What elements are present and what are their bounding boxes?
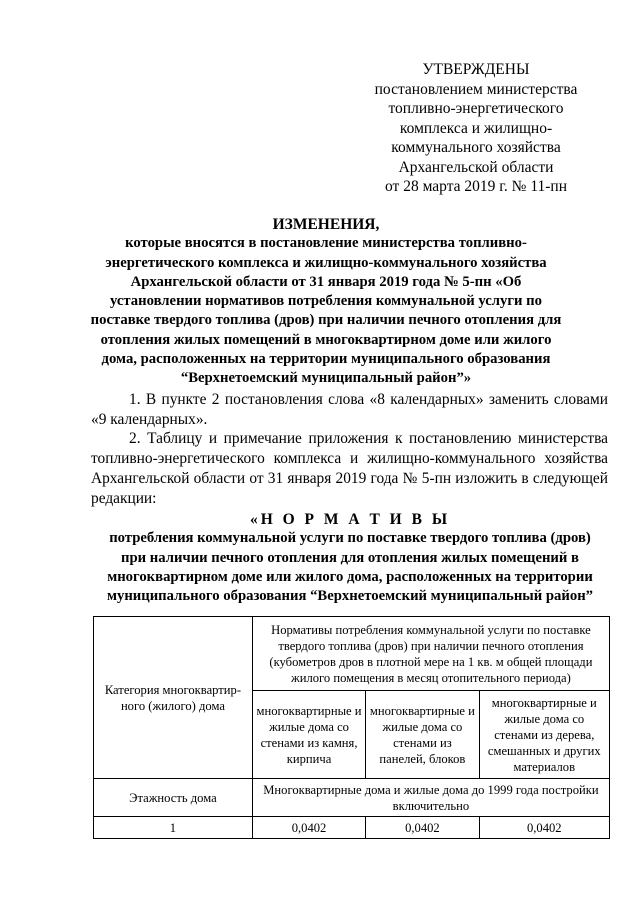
approval-line: УТВЕРЖДЕНЫ xyxy=(422,61,530,78)
norm-value: 0,0402 xyxy=(366,817,479,839)
changes-title-block xyxy=(90,215,562,389)
wall-type-panel: многоквартирные и жилые дома со стенами из панелей, блоков xyxy=(366,691,479,779)
approval-line: комплекса и жилищно- xyxy=(399,119,553,137)
norms-title-block xyxy=(95,510,605,606)
approval-line: постановлением министерства xyxy=(374,80,578,98)
approval-line: от 28 марта 2019 г. № 11-пн xyxy=(385,178,567,195)
paragraph-1: 1. В пункте 2 постановления слова «8 календарных» заменить словами «9 календарных». xyxy=(91,391,608,428)
approval-line: коммунального хозяйства xyxy=(391,139,561,156)
floors-label: Этажность дома xyxy=(94,779,253,817)
norms-heading: «Н О Р М А Т И В Ы xyxy=(249,511,451,528)
paragraph-2: 2. Таблицу и примечание приложения к постановлению министерства топливно-энергетического комплекса и жилищно-коммунального хозяйства Архангельской области от 31 января 2019 года № 5-пн изложить в следующей редакции: xyxy=(91,430,608,507)
norm-value: 0,0402 xyxy=(252,817,365,839)
approval-line: Архангельской области xyxy=(398,158,554,176)
changes-heading: ИЗМЕНЕНИЯ, xyxy=(272,216,380,233)
approval-line: топливно-энергетического xyxy=(388,100,564,117)
floors-value: 1 xyxy=(94,817,253,839)
norm-value: 0,0402 xyxy=(479,817,609,839)
norms-header: Нормативы потребления коммунальной услуги по поставке твердого топлива (дров) при наличии печного отопления (кубометров дров в плотной мере на 1 кв. м общей площади жилого помещения в месяц отопительного периода) xyxy=(252,617,609,691)
approval-stamp xyxy=(360,60,592,197)
norms-table xyxy=(93,616,610,839)
norms-subtitle: потребления коммунальной услуги по поставке твердого топлива (дров) при наличии печного отопления для отопления жилых помещений в многоквартирном доме или жилого дома, расположенных на территории муниципального образования “Верхнетоемский муниципальный район” xyxy=(106,530,594,605)
body-paragraphs xyxy=(91,390,608,508)
category-header: Категория многоквартир-ного (жилого) дома xyxy=(94,617,253,779)
wall-type-wood: многоквартирные и жилые дома со стенами из дерева, смешанных и других материалов xyxy=(479,691,609,779)
wall-type-stone: многоквартирные и жилые дома со стенами из камня, кирпича xyxy=(252,691,365,779)
changes-subtitle: которые вносятся в постановление министерства топливно-энергетического комплекса и жилищно-коммунального хозяйства Архангельской области от 31 января 2019 года № 5-пн «Об установлении нормативов потребления коммунальной услуги по поставке твердого топлива (дров) при наличии печного отопления для отопления жилых помещений в многоквартирном доме или жилого дома, расположенных на территории муниципального образования “Верхнетоемский муниципальный район”» xyxy=(90,235,562,387)
period-label: Многоквартирные дома и жилые дома до 1999 года постройки включительно xyxy=(252,779,609,817)
table-row xyxy=(94,817,610,839)
